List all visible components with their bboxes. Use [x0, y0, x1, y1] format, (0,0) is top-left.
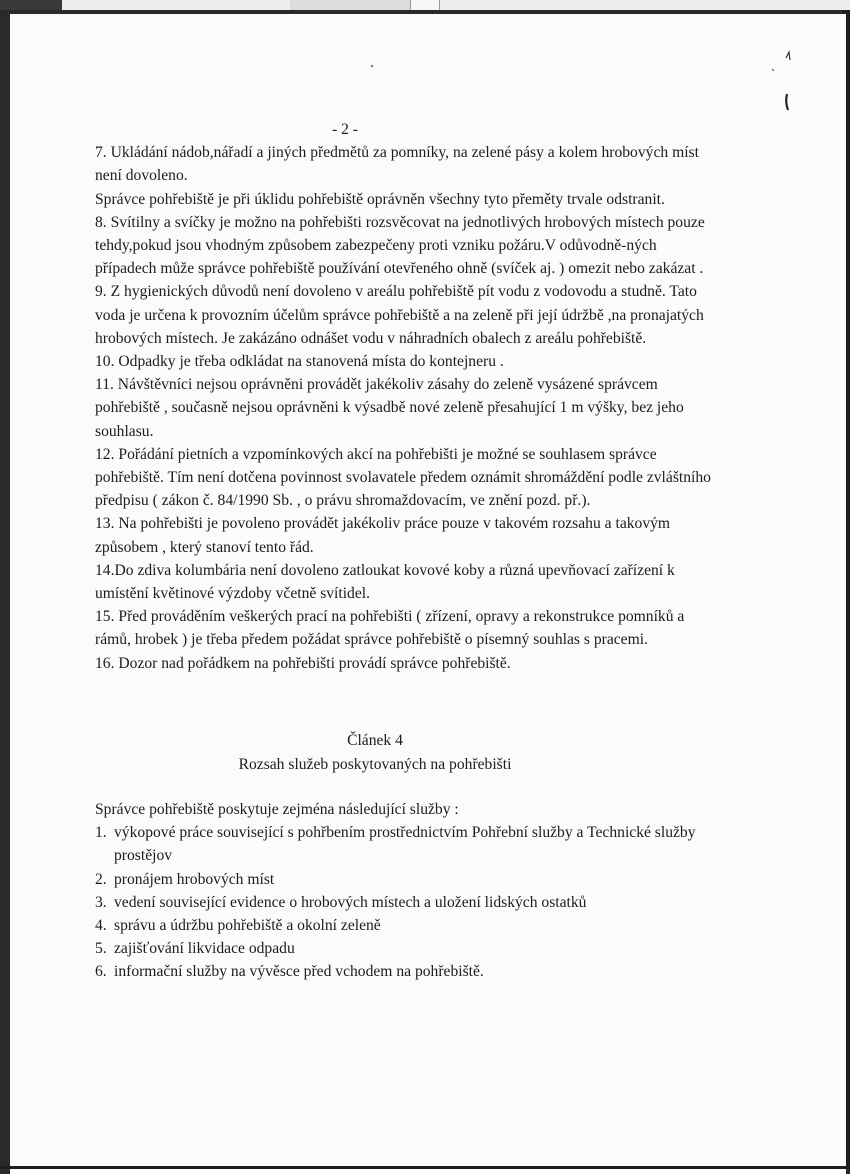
list-item	[95, 914, 715, 937]
list-item-number: 3.	[95, 893, 107, 911]
paragraph: 11. Návštěvníci nejsou oprávněni provádět jakékoliv zásahy do zeleně vysázené správcem pohřebiště , současně nejsou oprávněni k výsadbě nové zeleně přesahující 1 m výšky, bez jeho souhlasu.	[95, 376, 684, 440]
paragraph: 9. Z hygienických důvodů není dovoleno v areálu pohřebiště pít vodu z vodovodu a studně. Tato voda je určena k provozním účelům správce pohřebiště a na zeleně při její údržbě ,na pronajatých hrobových místech. Je zakázáno odnášet vodu v náhradních obalech z areálu pohřebiště.	[95, 283, 704, 347]
list-item-number: 6.	[95, 963, 107, 981]
list-item-number: 4.	[95, 917, 107, 935]
paragraph: Správce pohřebiště je při úklidu pohřebiště oprávněn všechny tyto přeměty trvale odstranit.	[95, 190, 665, 208]
list-item	[95, 960, 715, 983]
paragraph: 13. Na pohřebišti je povoleno provádět jakékoliv práce pouze v takovém rozsahu a takovým způsobem , který stanoví tento řád.	[95, 515, 671, 556]
page-number: - 2 -	[332, 121, 358, 138]
paragraph: 14.Do zdiva kolumbária není dovoleno zatloukat kovové koby a různá upevňovací zařízení k umístění květinové výzdoby včetně svítidel.	[95, 561, 675, 603]
services-intro: Správce pohřebiště poskytuje zejména následující služby :	[95, 801, 459, 818]
paragraph: 12. Pořádání pietních a vzpomínkových akcí na pohřebišti je možné se souhlasem správce pohřebiště. Tím není dotčena povinnost svolavatele předem oznámit shromáždění podle zvláštního předpisu ( zákon č. 84/1990 Sb. , o právu shromaždovacím, ve znění pozd. př.).	[95, 445, 711, 510]
paragraph: 16. Dozor nad pořádkem na pohřebišti provádí správce pohřebiště.	[95, 654, 511, 672]
scan-top-edge	[0, 0, 850, 10]
article-subheading: Rozsah služeb poskytovaných na pohřebišti	[238, 756, 512, 773]
paragraph: 8. Svítilny a svíčky je možno na pohřebišti rozsvěcovat na jednotlivých hrobových místech pouze tehdy,pokud jsou vhodným způsobem zabezpečeny proti vzniku požáru.V odůvodně-ných případech může správce pohřebiště používání otevřeného ohně (svíček aj. ) omezit nebo zakázat .	[95, 213, 705, 278]
paragraph: 15. Před prováděním veškerých prací na pohřebišti ( zřízení, opravy a rekonstrukce pomníků a rámů, hrobek ) je třeba předem požádat správce pohřebiště o písemný souhlas s pracemi.	[95, 608, 685, 649]
list-item-text: pronájem hrobových míst	[114, 870, 275, 888]
paragraph: 7. Ukládání nádob,nářadí a jiných předmětů za pomníky, na zelené pásy a kolem hrobových míst není dovoleno.	[95, 144, 699, 185]
document-body	[95, 118, 715, 675]
article-heading: Článek 4	[347, 732, 403, 749]
list-item	[95, 891, 715, 914]
scan-edge-tab	[410, 0, 440, 10]
scan-edge-light-segment	[290, 0, 410, 10]
list-item-text: výkopové práce související s pohřbením prostřednictvím Pohřební služby a Technické služby prostějov	[114, 824, 696, 865]
list-item	[95, 821, 715, 867]
scan-edge-dark-segment	[0, 0, 62, 10]
list-item-text: správu a údržbu pohřebiště a okolní zeleně	[114, 917, 381, 935]
list-item-number: 2.	[95, 870, 107, 888]
list-item-text: zajišťování likvidace odpadu	[114, 940, 295, 958]
list-item-text: vedení související evidence o hrobových místech a uložení lidských ostatků	[114, 893, 587, 911]
paragraph-list	[95, 141, 715, 675]
list-item	[95, 868, 715, 891]
services-list	[95, 821, 715, 983]
list-item-text: informační služby na vývěsce před vchodem na pohřebiště.	[114, 963, 484, 981]
list-item-number: 1.	[95, 824, 107, 842]
list-item	[95, 937, 715, 960]
paragraph: 10. Odpadky je třeba odkládat na stanovená místa do kontejneru .	[95, 353, 504, 371]
list-item-number: 5.	[95, 940, 107, 958]
services-section	[95, 798, 715, 984]
